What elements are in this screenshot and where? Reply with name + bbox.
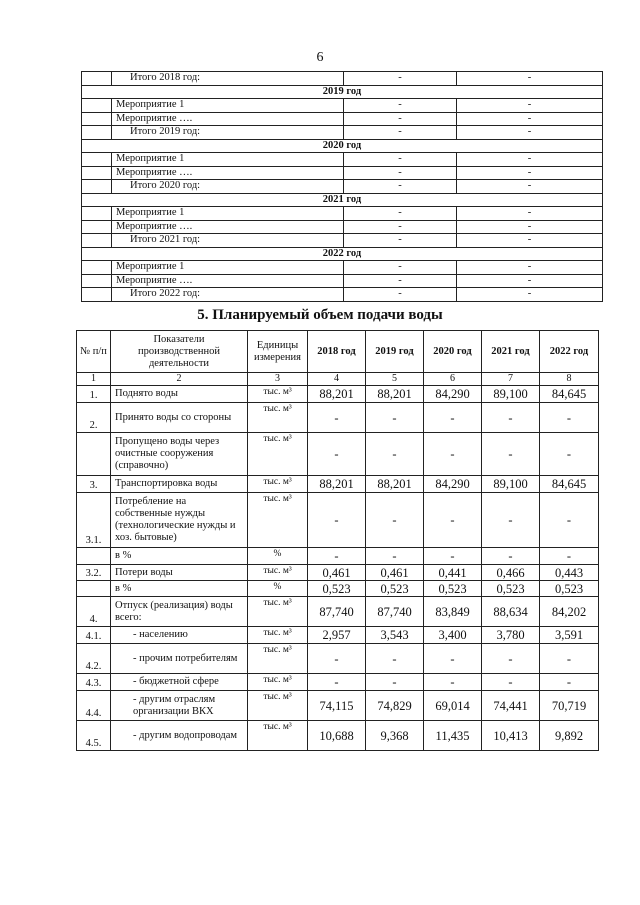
- event-row: [82, 153, 603, 167]
- indicator-name: Пропущено воды через очистные сооружения (справочно): [111, 433, 248, 476]
- value-cell: 87,740: [308, 597, 366, 627]
- value-cell: 84,202: [540, 597, 599, 627]
- value-cell: 84,645: [540, 386, 599, 403]
- header-indicator: Показатели производственной деятельности: [111, 331, 248, 373]
- header-year: 2022 год: [540, 331, 599, 373]
- row-number-cell: [82, 126, 112, 140]
- value-cell: 88,201: [308, 476, 366, 493]
- value-cell: -: [457, 112, 603, 126]
- indicator-name: Отпуск (реализация) воды всего:: [111, 597, 248, 627]
- value-cell: 10,413: [482, 721, 540, 751]
- value-cell: 9,892: [540, 721, 599, 751]
- indicator-name: - другим отраслям организации ВКХ: [111, 691, 248, 721]
- value-cell: -: [540, 433, 599, 476]
- value-cell: 74,115: [308, 691, 366, 721]
- value-cell: -: [457, 126, 603, 140]
- row-number-cell: [82, 288, 112, 302]
- value-cell: -: [366, 674, 424, 691]
- header-year: 2018 год: [308, 331, 366, 373]
- value-cell: -: [344, 274, 457, 288]
- value-cell: -: [457, 274, 603, 288]
- row-number: 1.: [77, 386, 111, 403]
- header-year: 2021 год: [482, 331, 540, 373]
- unit-cell: тыс. м³: [248, 386, 308, 403]
- value-cell: -: [457, 234, 603, 248]
- column-number: 1: [77, 373, 111, 386]
- value-cell: 89,100: [482, 386, 540, 403]
- value-cell: -: [344, 99, 457, 113]
- unit-cell: тыс. м³: [248, 674, 308, 691]
- value-cell: -: [344, 261, 457, 275]
- row-number: 3.: [77, 476, 111, 493]
- unit-cell: %: [248, 581, 308, 597]
- table-row: [77, 627, 599, 644]
- year-header-row: [82, 193, 603, 207]
- value-cell: 84,290: [424, 386, 482, 403]
- value-cell: 69,014: [424, 691, 482, 721]
- row-number: [77, 433, 111, 476]
- column-number: 4: [308, 373, 366, 386]
- value-cell: 0,523: [482, 581, 540, 597]
- value-cell: -: [540, 674, 599, 691]
- value-cell: 87,740: [366, 597, 424, 627]
- value-cell: 0,523: [540, 581, 599, 597]
- value-cell: -: [540, 403, 599, 433]
- value-cell: -: [457, 220, 603, 234]
- value-cell: -: [424, 403, 482, 433]
- total-row: [82, 234, 603, 248]
- value-cell: 0,461: [366, 565, 424, 581]
- unit-cell: тыс. м³: [248, 597, 308, 627]
- total-label: Итого 2018 год:: [112, 72, 344, 86]
- unit-cell: тыс. м³: [248, 644, 308, 674]
- event-row: [82, 112, 603, 126]
- water-supply-table: [76, 330, 599, 751]
- event-name: Мероприятие ….: [112, 166, 344, 180]
- value-cell: -: [308, 403, 366, 433]
- indicator-name: Потребление на собственные нужды (технологические нужды и хоз. бытовые): [111, 493, 248, 548]
- row-number-cell: [82, 112, 112, 126]
- total-label: Итого 2019 год:: [112, 126, 344, 140]
- value-cell: -: [344, 288, 457, 302]
- table-row: [77, 581, 599, 597]
- value-cell: 9,368: [366, 721, 424, 751]
- value-cell: -: [482, 403, 540, 433]
- unit-cell: тыс. м³: [248, 433, 308, 476]
- row-number-cell: [82, 72, 112, 86]
- unit-cell: тыс. м³: [248, 721, 308, 751]
- value-cell: -: [457, 180, 603, 194]
- unit-cell: тыс. м³: [248, 476, 308, 493]
- value-cell: -: [366, 433, 424, 476]
- column-number: 7: [482, 373, 540, 386]
- value-cell: 3,543: [366, 627, 424, 644]
- value-cell: -: [344, 166, 457, 180]
- row-number: 4.4.: [77, 691, 111, 721]
- year-label: 2020 год: [82, 139, 603, 153]
- row-number: 3.1.: [77, 493, 111, 548]
- value-cell: -: [457, 153, 603, 167]
- value-cell: -: [424, 493, 482, 548]
- value-cell: -: [482, 644, 540, 674]
- indicator-name: - прочим потребителям: [111, 644, 248, 674]
- value-cell: -: [457, 72, 603, 86]
- column-number-row: [77, 373, 599, 386]
- value-cell: -: [457, 166, 603, 180]
- row-number-cell: [82, 274, 112, 288]
- year-header-row: [82, 85, 603, 99]
- event-name: Мероприятие ….: [112, 220, 344, 234]
- value-cell: 83,849: [424, 597, 482, 627]
- table-header-row: [77, 331, 599, 373]
- row-number-cell: [82, 207, 112, 221]
- event-name: Мероприятие 1: [112, 99, 344, 113]
- table-row: [77, 433, 599, 476]
- value-cell: 2,957: [308, 627, 366, 644]
- value-cell: 0,443: [540, 565, 599, 581]
- table-row: [77, 721, 599, 751]
- value-cell: -: [344, 207, 457, 221]
- indicator-name: в %: [111, 581, 248, 597]
- value-cell: -: [344, 112, 457, 126]
- table-row: [77, 403, 599, 433]
- value-cell: 70,719: [540, 691, 599, 721]
- column-number: 6: [424, 373, 482, 386]
- value-cell: -: [344, 234, 457, 248]
- value-cell: -: [366, 493, 424, 548]
- value-cell: 11,435: [424, 721, 482, 751]
- table-row: [77, 476, 599, 493]
- header-year: 2019 год: [366, 331, 424, 373]
- total-row: [82, 288, 603, 302]
- unit-cell: тыс. м³: [248, 627, 308, 644]
- row-number-cell: [82, 166, 112, 180]
- table-row: [77, 548, 599, 565]
- year-header-row: [82, 139, 603, 153]
- value-cell: -: [424, 644, 482, 674]
- column-number: 5: [366, 373, 424, 386]
- table-row: [77, 674, 599, 691]
- value-cell: 0,466: [482, 565, 540, 581]
- value-cell: -: [457, 288, 603, 302]
- value-cell: -: [366, 644, 424, 674]
- unit-cell: тыс. м³: [248, 565, 308, 581]
- value-cell: 0,461: [308, 565, 366, 581]
- indicator-name: Транспортировка воды: [111, 476, 248, 493]
- column-number: 8: [540, 373, 599, 386]
- indicator-name: Потери воды: [111, 565, 248, 581]
- row-number: 2.: [77, 403, 111, 433]
- value-cell: -: [424, 433, 482, 476]
- page-number: 6: [316, 50, 324, 65]
- value-cell: -: [482, 493, 540, 548]
- value-cell: 74,441: [482, 691, 540, 721]
- row-number-cell: [82, 234, 112, 248]
- header-unit: Единицы измерения: [248, 331, 308, 373]
- row-number: 4.5.: [77, 721, 111, 751]
- value-cell: -: [344, 180, 457, 194]
- value-cell: 74,829: [366, 691, 424, 721]
- value-cell: 0,523: [308, 581, 366, 597]
- total-label: Итого 2021 год:: [112, 234, 344, 248]
- value-cell: -: [482, 674, 540, 691]
- table-row: [77, 597, 599, 627]
- value-cell: 0,523: [366, 581, 424, 597]
- year-label: 2022 год: [82, 247, 603, 261]
- row-number-cell: [82, 153, 112, 167]
- year-header-row: [82, 247, 603, 261]
- row-number-cell: [82, 261, 112, 275]
- value-cell: -: [424, 674, 482, 691]
- event-row: [82, 261, 603, 275]
- value-cell: 88,201: [366, 386, 424, 403]
- total-label: Итого 2022 год:: [112, 288, 344, 302]
- value-cell: -: [457, 207, 603, 221]
- value-cell: 88,634: [482, 597, 540, 627]
- unit-cell: тыс. м³: [248, 493, 308, 548]
- event-row: [82, 274, 603, 288]
- column-number: 3: [248, 373, 308, 386]
- value-cell: 84,645: [540, 476, 599, 493]
- event-name: Мероприятие ….: [112, 274, 344, 288]
- value-cell: -: [366, 403, 424, 433]
- event-row: [82, 207, 603, 221]
- value-cell: 3,780: [482, 627, 540, 644]
- indicator-name: - населению: [111, 627, 248, 644]
- value-cell: -: [424, 548, 482, 565]
- indicator-name: Принято воды со стороны: [111, 403, 248, 433]
- event-name: Мероприятие 1: [112, 153, 344, 167]
- table-row: [77, 386, 599, 403]
- value-cell: -: [308, 493, 366, 548]
- total-row: [82, 126, 603, 140]
- row-number: 4.2.: [77, 644, 111, 674]
- event-row: [82, 166, 603, 180]
- value-cell: 88,201: [308, 386, 366, 403]
- row-number-cell: [82, 220, 112, 234]
- column-number: 2: [111, 373, 248, 386]
- row-number: 4.3.: [77, 674, 111, 691]
- value-cell: -: [457, 261, 603, 275]
- row-number: [77, 548, 111, 565]
- value-cell: 0,523: [424, 581, 482, 597]
- value-cell: 3,591: [540, 627, 599, 644]
- row-number: 3.2.: [77, 565, 111, 581]
- value-cell: -: [366, 548, 424, 565]
- value-cell: -: [540, 644, 599, 674]
- row-number: 4.: [77, 597, 111, 627]
- value-cell: 0,441: [424, 565, 482, 581]
- value-cell: -: [308, 644, 366, 674]
- value-cell: -: [344, 153, 457, 167]
- unit-cell: тыс. м³: [248, 691, 308, 721]
- row-number-cell: [82, 99, 112, 113]
- total-row: [82, 180, 603, 194]
- value-cell: 84,290: [424, 476, 482, 493]
- header-year: 2020 год: [424, 331, 482, 373]
- total-row: [82, 72, 603, 86]
- unit-cell: %: [248, 548, 308, 565]
- indicator-name: в %: [111, 548, 248, 565]
- value-cell: -: [344, 220, 457, 234]
- event-row: [82, 220, 603, 234]
- year-label: 2019 год: [82, 85, 603, 99]
- row-number-cell: [82, 180, 112, 194]
- section-heading: 5. Планируемый объем подачи воды: [197, 307, 443, 323]
- value-cell: -: [344, 126, 457, 140]
- value-cell: -: [540, 493, 599, 548]
- table-row: [77, 565, 599, 581]
- total-label: Итого 2020 год:: [112, 180, 344, 194]
- indicator-name: - другим водопроводам: [111, 721, 248, 751]
- event-name: Мероприятие ….: [112, 112, 344, 126]
- row-number: [77, 581, 111, 597]
- value-cell: -: [308, 548, 366, 565]
- value-cell: -: [308, 433, 366, 476]
- events-table: [81, 71, 603, 302]
- table-row: [77, 644, 599, 674]
- event-name: Мероприятие 1: [112, 207, 344, 221]
- indicator-name: Поднято воды: [111, 386, 248, 403]
- year-label: 2021 год: [82, 193, 603, 207]
- value-cell: -: [482, 548, 540, 565]
- table-row: [77, 493, 599, 548]
- value-cell: 10,688: [308, 721, 366, 751]
- value-cell: -: [344, 72, 457, 86]
- value-cell: 89,100: [482, 476, 540, 493]
- value-cell: -: [482, 433, 540, 476]
- row-number: 4.1.: [77, 627, 111, 644]
- header-num: № п/п: [77, 331, 111, 373]
- value-cell: 3,400: [424, 627, 482, 644]
- value-cell: -: [540, 548, 599, 565]
- value-cell: -: [308, 674, 366, 691]
- event-row: [82, 99, 603, 113]
- indicator-name: - бюджетной сфере: [111, 674, 248, 691]
- value-cell: 88,201: [366, 476, 424, 493]
- unit-cell: тыс. м³: [248, 403, 308, 433]
- value-cell: -: [457, 99, 603, 113]
- table-row: [77, 691, 599, 721]
- event-name: Мероприятие 1: [112, 261, 344, 275]
